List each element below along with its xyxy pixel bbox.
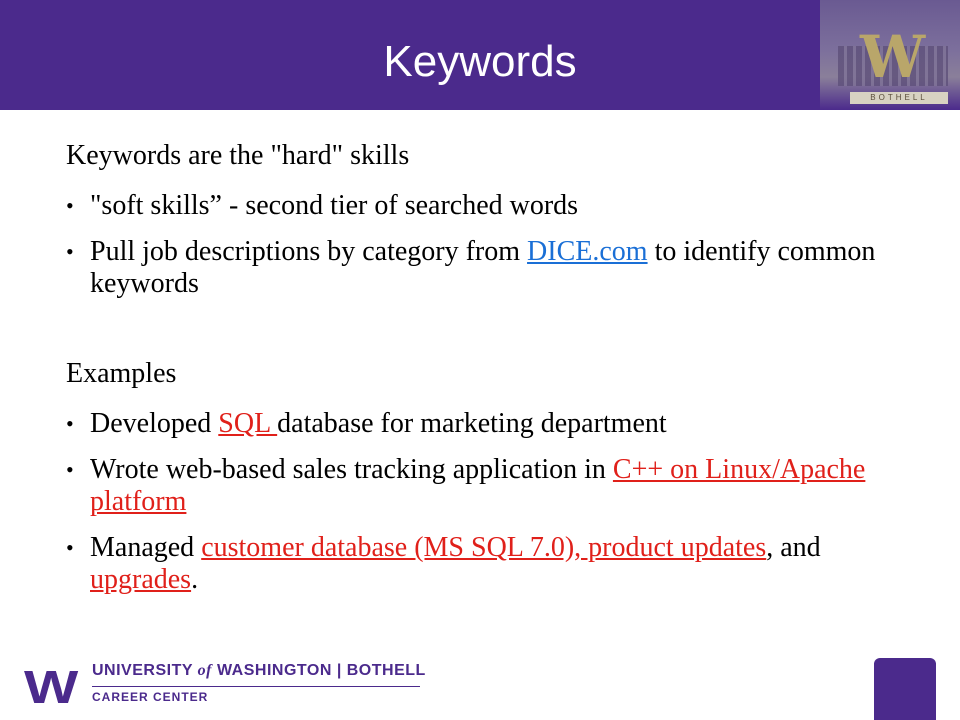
bullet-dice: [66, 236, 926, 300]
keyword-sql: SQL: [218, 408, 278, 439]
spacer: [66, 314, 926, 358]
dice-link[interactable]: DICE.com: [527, 236, 648, 267]
university-name-pre: UNIVERSITY: [92, 662, 198, 679]
bullet-text-after: to identify common keywords: [90, 236, 876, 299]
keyword-customer-database: customer database (MS SQL 7.0), product updates: [201, 532, 767, 563]
slide-title: Keywords: [383, 37, 577, 86]
bullet-text: "soft skills” - second tier of searched words: [90, 190, 579, 221]
university-name-of: of: [197, 662, 212, 679]
slide-header: [0, 0, 960, 110]
bullet-dot-icon: •: [66, 535, 74, 560]
bullet-soft-skills: [66, 190, 926, 222]
bullet-dot-icon: •: [66, 411, 74, 436]
bullet-text-after: .: [191, 564, 199, 595]
bullet-managed: [66, 532, 926, 596]
slide-footer: [0, 650, 960, 720]
slide-body: [66, 140, 926, 610]
uw-logo-w: W: [24, 661, 75, 713]
university-name-post: WASHINGTON | BOTHELL: [212, 662, 426, 679]
university-name: [92, 662, 426, 680]
career-center-label: CAREER CENTER: [92, 690, 209, 704]
bullet-text-middle: , and: [766, 532, 821, 563]
bullet-dot-icon: •: [66, 193, 74, 218]
bullet-text-after: database for marketing department: [277, 408, 667, 439]
footer-divider: [92, 686, 420, 687]
corner-block: [874, 658, 936, 720]
bullet-dot-icon: •: [66, 457, 74, 482]
keyword-cpp-linux: C++ on Linux/Apache platform: [90, 454, 866, 517]
bullet-text-before: Managed: [90, 532, 202, 563]
w-sculpture: W: [860, 23, 922, 91]
bullet-dot-icon: •: [66, 239, 74, 264]
bothell-sign: BOTHELL: [850, 92, 948, 104]
bullet-sql: [66, 408, 926, 440]
bullet-text-before: Wrote web-based sales tracking application in: [90, 454, 613, 485]
bullet-cpp: [66, 454, 926, 518]
intro-line: Keywords are the "hard" skills: [66, 140, 410, 171]
bullet-text-before: Developed: [90, 408, 219, 439]
bullet-text-before: Pull job descriptions by category from: [90, 236, 528, 267]
keyword-upgrades: upgrades: [90, 564, 192, 595]
examples-heading: Examples: [66, 358, 177, 389]
